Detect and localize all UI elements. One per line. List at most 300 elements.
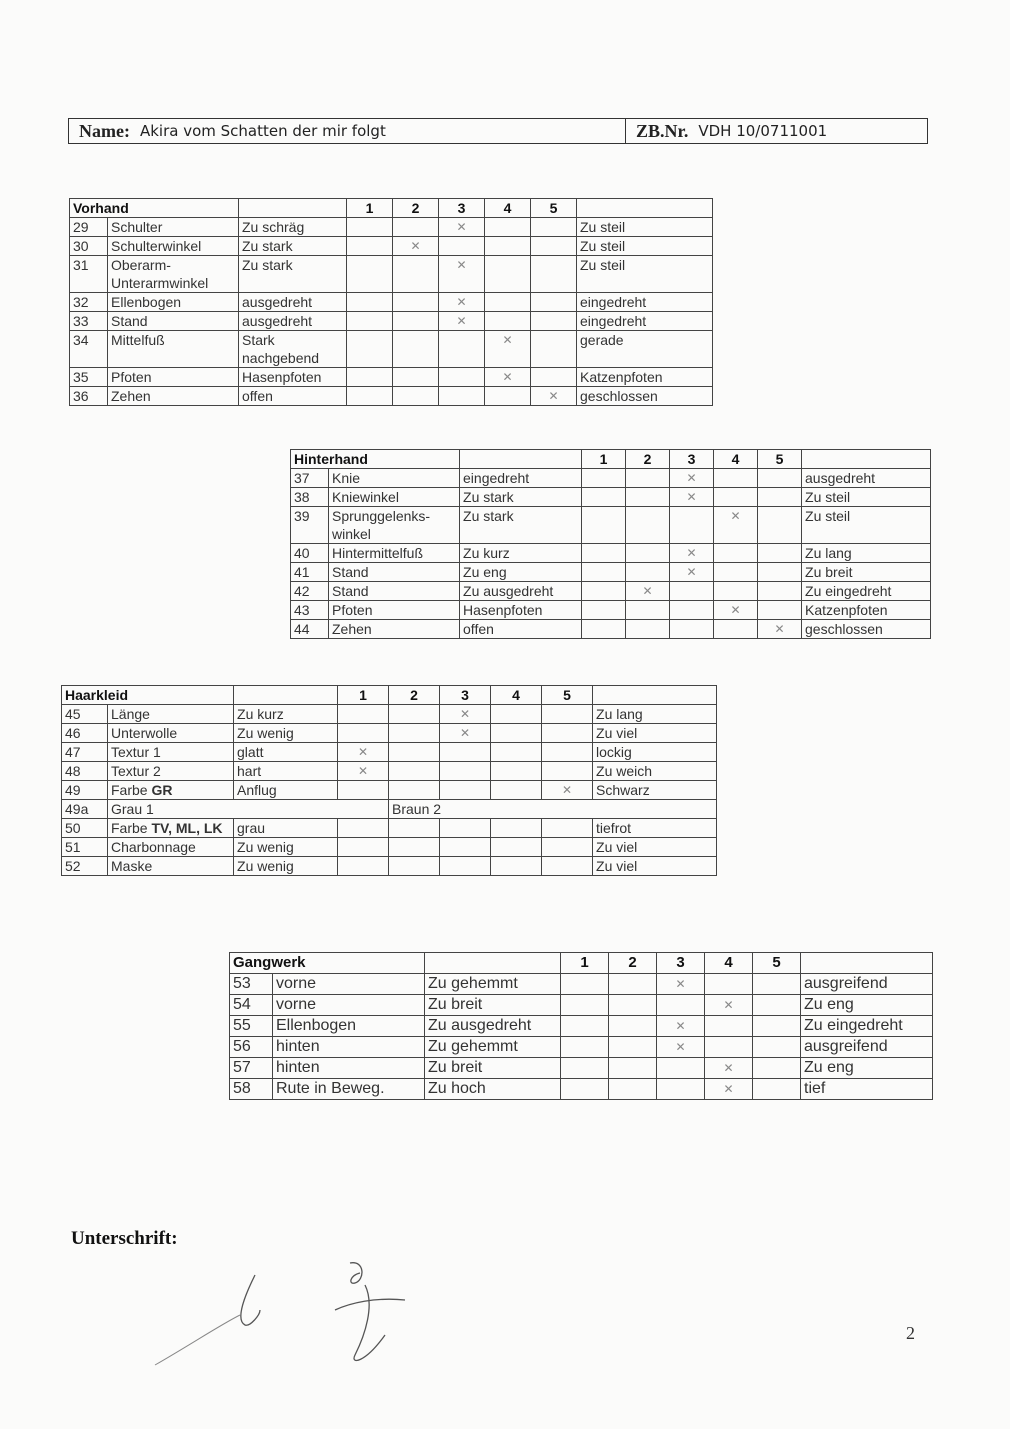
score-cell-4 <box>491 762 542 781</box>
table-row <box>291 563 931 582</box>
trait-label: Schulter <box>108 218 239 237</box>
score-cell-5 <box>753 1079 801 1100</box>
score-cell-5 <box>758 488 802 507</box>
score-cell-5 <box>542 705 593 724</box>
score-cell-1 <box>561 1058 609 1079</box>
right-descriptor: Zu lang <box>802 544 931 563</box>
trait-label: Textur 2 <box>108 762 234 781</box>
trait-label: Pfoten <box>108 368 239 387</box>
score-mark: ✕ <box>485 368 531 387</box>
score-cell-1 <box>561 974 609 995</box>
right-descriptor: ausgedreht <box>802 469 931 488</box>
zb-cell <box>626 119 927 143</box>
score-cell-5 <box>531 331 577 368</box>
table-header-row <box>230 953 933 974</box>
score-mark: ✕ <box>705 1079 753 1100</box>
trait-label: Schulterwinkel <box>108 237 239 256</box>
trait-label: Farbe <box>111 820 152 836</box>
trait-label: Textur 1 <box>108 743 234 762</box>
row-number: 42 <box>291 582 329 601</box>
scale-3: 3 <box>670 450 714 469</box>
score-mark: ✕ <box>485 331 531 368</box>
row-number: 58 <box>230 1079 273 1100</box>
header-blank <box>234 686 338 705</box>
row-number: 49a <box>62 800 108 819</box>
score-cell-1 <box>582 563 626 582</box>
trait-label: Stand <box>329 582 460 601</box>
score-cell-1 <box>347 237 393 256</box>
score-cell-4 <box>705 1016 753 1037</box>
right-descriptor: Zu steil <box>802 507 931 544</box>
score-mark: ✕ <box>670 488 714 507</box>
right-descriptor: Zu eingedreht <box>802 582 931 601</box>
gangwerk-table <box>229 952 933 1100</box>
score-cell-3 <box>439 368 485 387</box>
row-number: 39 <box>291 507 329 544</box>
row-number: 57 <box>230 1058 273 1079</box>
table-header-row <box>62 686 717 705</box>
score-cell-2 <box>393 312 439 331</box>
left-descriptor: eingedreht <box>460 469 582 488</box>
left-descriptor: Zu ausgedreht <box>425 1016 561 1037</box>
score-cell-4 <box>485 256 531 293</box>
score-cell-5 <box>531 368 577 387</box>
right-descriptor: Zu eingedreht <box>801 1016 933 1037</box>
score-cell-1 <box>338 857 389 876</box>
score-cell-5 <box>531 237 577 256</box>
score-cell-5 <box>753 995 801 1016</box>
table-row <box>70 331 713 368</box>
left-descriptor: offen <box>239 387 347 406</box>
table-row <box>230 1016 933 1037</box>
right-descriptor: Zu lang <box>593 705 717 724</box>
header-blank <box>239 199 347 218</box>
score-cell-3 <box>440 743 491 762</box>
score-cell-4 <box>485 237 531 256</box>
right-descriptor: Zu steil <box>577 256 713 293</box>
left-descriptor: Zu schräg <box>239 218 347 237</box>
row-number: 48 <box>62 762 108 781</box>
score-cell-2 <box>389 857 440 876</box>
score-cell-2 <box>609 974 657 995</box>
score-cell-5 <box>753 1058 801 1079</box>
section-title: Vorhand <box>70 199 239 218</box>
score-mark: ✕ <box>531 387 577 406</box>
right-descriptor: Zu weich <box>593 762 717 781</box>
right-descriptor: tief <box>801 1079 933 1100</box>
score-cell-4 <box>485 312 531 331</box>
table-row <box>62 724 717 743</box>
score-cell-2 <box>389 743 440 762</box>
score-cell-2 <box>626 507 670 544</box>
trait-cell <box>108 781 234 800</box>
score-cell-1 <box>582 601 626 620</box>
score-cell-4 <box>491 781 542 800</box>
score-mark: ✕ <box>439 312 485 331</box>
score-cell-1 <box>582 469 626 488</box>
score-mark: ✕ <box>670 544 714 563</box>
left-descriptor: Zu eng <box>460 563 582 582</box>
row-number: 29 <box>70 218 108 237</box>
scale-3: 3 <box>439 199 485 218</box>
right-descriptor: eingedreht <box>577 293 713 312</box>
scale-5: 5 <box>531 199 577 218</box>
score-cell-2 <box>393 368 439 387</box>
header-row <box>68 118 928 144</box>
score-mark: ✕ <box>439 218 485 237</box>
table-row <box>62 743 717 762</box>
score-cell-5 <box>542 819 593 838</box>
haarkleid-table <box>61 685 717 876</box>
score-mark: ✕ <box>626 582 670 601</box>
score-cell-1 <box>338 705 389 724</box>
scale-4: 4 <box>485 199 531 218</box>
table-row <box>62 781 717 800</box>
scale-5: 5 <box>753 953 801 974</box>
score-cell-1 <box>582 488 626 507</box>
row-number: 37 <box>291 469 329 488</box>
score-cell-1 <box>347 387 393 406</box>
table-row <box>291 582 931 601</box>
left-descriptor: Zu kurz <box>234 705 338 724</box>
score-cell-2 <box>389 838 440 857</box>
right-descriptor: geschlossen <box>802 620 931 639</box>
score-cell-4 <box>491 743 542 762</box>
right-descriptor: gerade <box>577 331 713 368</box>
score-cell-1 <box>582 620 626 639</box>
row-number: 53 <box>230 974 273 995</box>
vorhand-table <box>69 198 713 406</box>
trait-label: Oberarm-Unterarmwinkel <box>108 256 239 293</box>
left-descriptor: Zu breit <box>425 995 561 1016</box>
score-mark: ✕ <box>440 724 491 743</box>
scale-1: 1 <box>338 686 389 705</box>
score-mark: ✕ <box>338 762 389 781</box>
score-cell-4 <box>714 582 758 601</box>
score-mark: ✕ <box>705 1058 753 1079</box>
scale-5: 5 <box>758 450 802 469</box>
score-cell-5 <box>758 582 802 601</box>
scale-4: 4 <box>714 450 758 469</box>
row-number: 34 <box>70 331 108 368</box>
table-row <box>62 819 717 838</box>
right-descriptor: Zu steil <box>802 488 931 507</box>
trait-label: Farbe <box>111 782 152 798</box>
score-cell-2 <box>389 705 440 724</box>
trait-label: vorne <box>273 974 425 995</box>
left-descriptor: Zu wenig <box>234 724 338 743</box>
score-cell-1 <box>561 1079 609 1100</box>
header-blank <box>801 953 933 974</box>
trait-label: Zehen <box>108 387 239 406</box>
score-cell-3 <box>439 331 485 368</box>
score-mark: ✕ <box>705 995 753 1016</box>
table-row <box>291 488 931 507</box>
score-cell-3 <box>670 601 714 620</box>
trait-cell <box>108 819 234 838</box>
left-descriptor: hart <box>234 762 338 781</box>
score-mark: ✕ <box>657 974 705 995</box>
score-cell-4 <box>714 469 758 488</box>
row-number: 38 <box>291 488 329 507</box>
right-descriptor: Katzenpfoten <box>802 601 931 620</box>
score-cell-2 <box>609 1079 657 1100</box>
score-mark: ✕ <box>338 743 389 762</box>
score-cell-3 <box>657 995 705 1016</box>
score-cell-4 <box>714 620 758 639</box>
trait-label: Hintermittelfuß <box>329 544 460 563</box>
table-row <box>291 601 931 620</box>
score-cell-5 <box>758 563 802 582</box>
left-descriptor: Zu stark <box>239 256 347 293</box>
score-cell-2 <box>609 1058 657 1079</box>
signature-label: Unterschrift: <box>71 1228 178 1249</box>
table-row <box>62 838 717 857</box>
score-cell-5 <box>753 1037 801 1058</box>
section-title: Hinterhand <box>291 450 460 469</box>
score-mark: ✕ <box>670 563 714 582</box>
score-cell-4 <box>714 488 758 507</box>
header-blank <box>460 450 582 469</box>
left-descriptor: ausgedreht <box>239 312 347 331</box>
page-number: 2 <box>906 1323 915 1343</box>
scale-2: 2 <box>626 450 670 469</box>
score-cell-1 <box>338 781 389 800</box>
score-mark: ✕ <box>393 237 439 256</box>
score-cell-4 <box>714 563 758 582</box>
table-row <box>62 762 717 781</box>
row-number: 33 <box>70 312 108 331</box>
trait-code: GR <box>151 782 173 798</box>
row-number: 54 <box>230 995 273 1016</box>
name-label: Name: <box>79 120 130 141</box>
score-cell-1 <box>582 582 626 601</box>
score-cell-2 <box>626 469 670 488</box>
left-descriptor: Zu ausgedreht <box>460 582 582 601</box>
score-cell-5 <box>753 974 801 995</box>
right-descriptor: Schwarz <box>593 781 717 800</box>
scale-2: 2 <box>609 953 657 974</box>
row-number: 46 <box>62 724 108 743</box>
row-number: 47 <box>62 743 108 762</box>
score-cell-4 <box>491 819 542 838</box>
trait-label: hinten <box>273 1058 425 1079</box>
table-row <box>291 620 931 639</box>
left-descriptor: grau <box>234 819 338 838</box>
score-cell-4 <box>491 705 542 724</box>
score-cell-2 <box>393 331 439 368</box>
scale-1: 1 <box>582 450 626 469</box>
score-cell-1 <box>582 544 626 563</box>
score-cell-4 <box>714 544 758 563</box>
trait-label: Stand <box>329 563 460 582</box>
left-descriptor: Zu gehemmt <box>425 1037 561 1058</box>
score-cell-3 <box>440 762 491 781</box>
score-cell-1 <box>347 312 393 331</box>
score-cell-5 <box>531 293 577 312</box>
name-value: Akira vom Schatten der mir folgt <box>139 122 386 140</box>
score-cell-3 <box>440 819 491 838</box>
table-row <box>230 974 933 995</box>
score-cell-3 <box>439 387 485 406</box>
right-descriptor: Zu eng <box>801 1058 933 1079</box>
score-cell-2 <box>626 601 670 620</box>
score-cell-5 <box>531 256 577 293</box>
table-row <box>70 293 713 312</box>
score-cell-3 <box>670 507 714 544</box>
score-cell-2 <box>626 620 670 639</box>
score-cell-3 <box>440 838 491 857</box>
right-descriptor: Zu viel <box>593 857 717 876</box>
right-descriptor: ausgreifend <box>801 974 933 995</box>
right-descriptor: Zu viel <box>593 838 717 857</box>
score-cell-2 <box>626 563 670 582</box>
score-cell-1 <box>561 1037 609 1058</box>
score-cell-5 <box>542 743 593 762</box>
row-number: 56 <box>230 1037 273 1058</box>
table-row <box>70 387 713 406</box>
section-title: Haarkleid <box>62 686 234 705</box>
table-row <box>70 256 713 293</box>
score-cell-5 <box>542 762 593 781</box>
score-cell-2 <box>389 819 440 838</box>
score-mark: ✕ <box>758 620 802 639</box>
left-descriptor: ausgedreht <box>239 293 347 312</box>
scale-5: 5 <box>542 686 593 705</box>
score-cell-1 <box>338 724 389 743</box>
header-blank <box>593 686 717 705</box>
score-cell-3 <box>670 620 714 639</box>
section-title: Gangwerk <box>230 953 425 974</box>
score-mark: ✕ <box>657 1016 705 1037</box>
left-descriptor: Stark nachgebend <box>239 331 347 368</box>
table-row <box>62 857 717 876</box>
row-number: 52 <box>62 857 108 876</box>
trait-label: Kniewinkel <box>329 488 460 507</box>
scale-2: 2 <box>389 686 440 705</box>
header-blank <box>802 450 931 469</box>
score-cell-2 <box>389 724 440 743</box>
score-cell-1 <box>347 256 393 293</box>
row-number: 35 <box>70 368 108 387</box>
score-cell-5 <box>758 507 802 544</box>
score-cell-4 <box>491 838 542 857</box>
trait-label: Ellenbogen <box>108 293 239 312</box>
row-number: 36 <box>70 387 108 406</box>
left-descriptor: Zu breit <box>425 1058 561 1079</box>
score-cell-1 <box>561 995 609 1016</box>
score-cell-2 <box>393 387 439 406</box>
score-cell-1 <box>347 331 393 368</box>
right-descriptor: Zu breit <box>802 563 931 582</box>
score-cell-2 <box>609 1037 657 1058</box>
table-row <box>230 1058 933 1079</box>
left-descriptor: Zu kurz <box>460 544 582 563</box>
row-number: 31 <box>70 256 108 293</box>
score-cell-4 <box>491 857 542 876</box>
left-descriptor: Hasenpfoten <box>239 368 347 387</box>
row-number: 55 <box>230 1016 273 1037</box>
score-cell-4 <box>705 1037 753 1058</box>
score-cell-1 <box>582 507 626 544</box>
left-descriptor: Zu stark <box>460 488 582 507</box>
scale-2: 2 <box>393 199 439 218</box>
score-cell-5 <box>753 1016 801 1037</box>
scale-1: 1 <box>561 953 609 974</box>
score-cell-3 <box>440 781 491 800</box>
score-cell-5 <box>542 857 593 876</box>
score-cell-5 <box>758 469 802 488</box>
score-cell-2 <box>393 218 439 237</box>
trait-code: TV, ML, LK <box>151 820 223 836</box>
header-blank <box>425 953 561 974</box>
right-descriptor: ausgreifend <box>801 1037 933 1058</box>
score-cell-2 <box>389 781 440 800</box>
score-cell-1 <box>347 293 393 312</box>
trait-label: Länge <box>108 705 234 724</box>
score-cell-1 <box>347 218 393 237</box>
header-blank <box>577 199 713 218</box>
right-descriptor: geschlossen <box>577 387 713 406</box>
score-mark: ✕ <box>714 507 758 544</box>
score-cell-2 <box>389 762 440 781</box>
left-descriptor: Anflug <box>234 781 338 800</box>
right-descriptor: lockig <box>593 743 717 762</box>
table-row <box>62 705 717 724</box>
left-descriptor: offen <box>460 620 582 639</box>
right-descriptor: Zu steil <box>577 237 713 256</box>
score-cell-2 <box>626 488 670 507</box>
braun-label: Braun 2 <box>389 800 717 819</box>
row-number: 40 <box>291 544 329 563</box>
table-row <box>70 218 713 237</box>
score-cell-5 <box>758 544 802 563</box>
left-descriptor: glatt <box>234 743 338 762</box>
score-cell-5 <box>758 601 802 620</box>
score-cell-5 <box>542 838 593 857</box>
zb-label: ZB.Nr. <box>636 120 689 141</box>
trait-label: Ellenbogen <box>273 1016 425 1037</box>
scale-4: 4 <box>705 953 753 974</box>
scale-4: 4 <box>491 686 542 705</box>
score-mark: ✕ <box>542 781 593 800</box>
left-descriptor: Hasenpfoten <box>460 601 582 620</box>
table-row <box>291 469 931 488</box>
row-number: 49 <box>62 781 108 800</box>
score-mark: ✕ <box>439 293 485 312</box>
row-number: 44 <box>291 620 329 639</box>
row-number: 45 <box>62 705 108 724</box>
scale-3: 3 <box>440 686 491 705</box>
score-cell-4 <box>485 293 531 312</box>
score-cell-1 <box>338 819 389 838</box>
table-row <box>70 312 713 331</box>
left-descriptor: Zu wenig <box>234 857 338 876</box>
table-row <box>291 507 931 544</box>
score-cell-5 <box>531 312 577 331</box>
left-descriptor: Zu stark <box>460 507 582 544</box>
trait-label: Charbonnage <box>108 838 234 857</box>
scale-1: 1 <box>347 199 393 218</box>
score-cell-2 <box>393 256 439 293</box>
score-cell-3 <box>657 1079 705 1100</box>
score-cell-1 <box>347 368 393 387</box>
score-cell-3 <box>657 1058 705 1079</box>
name-cell <box>69 119 626 143</box>
score-cell-2 <box>609 1016 657 1037</box>
scale-3: 3 <box>657 953 705 974</box>
score-cell-5 <box>542 724 593 743</box>
